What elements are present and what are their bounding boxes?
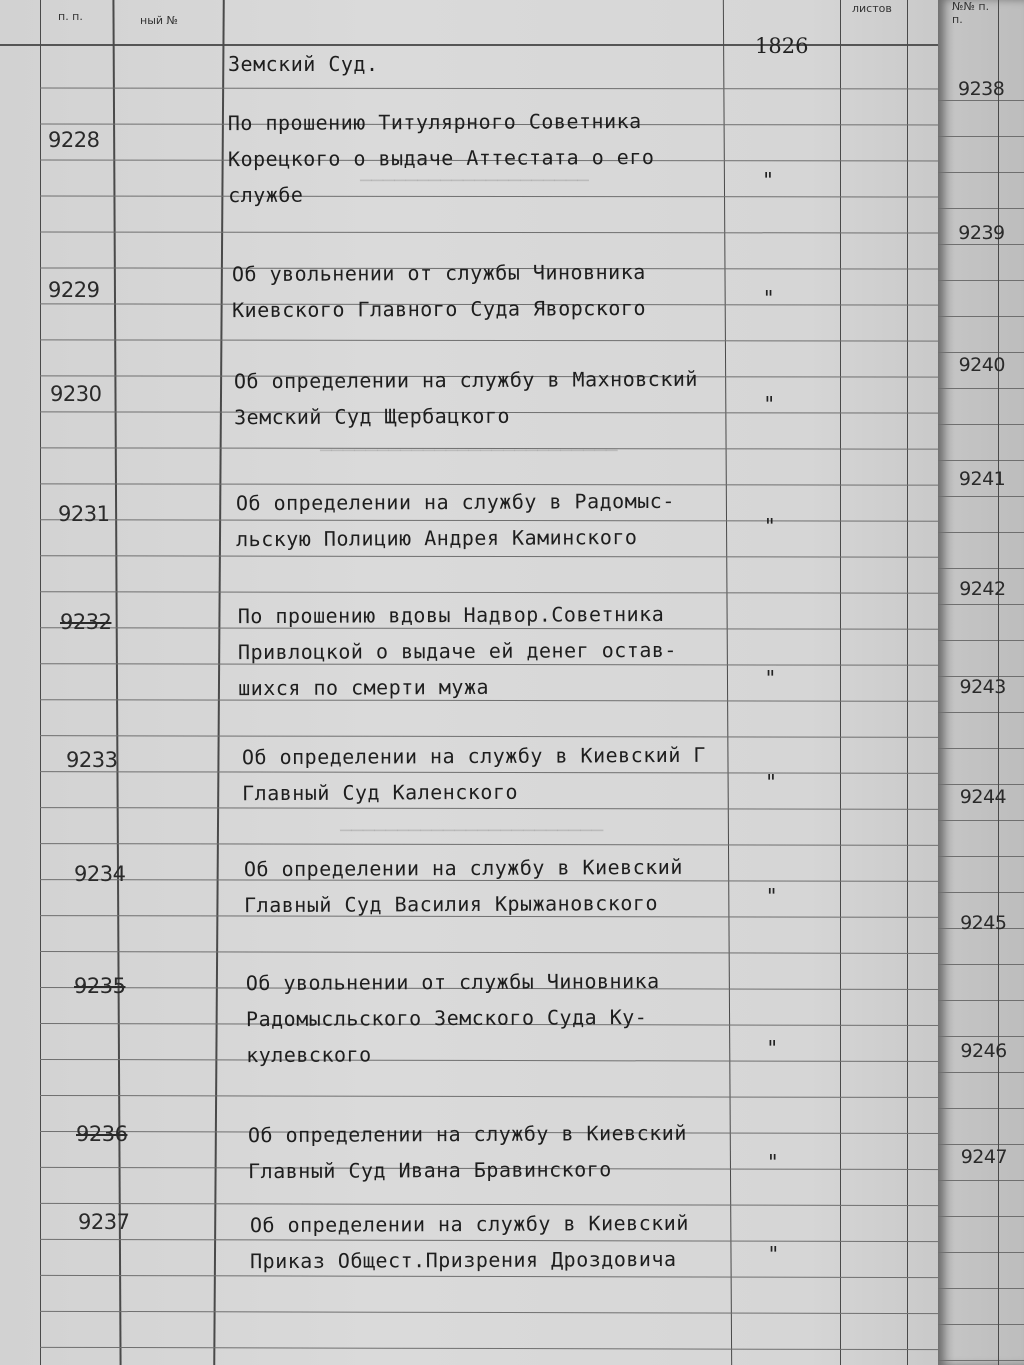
- ruled-line: [938, 604, 1024, 605]
- entry-line: льскую Полицию Андрея Каминского: [236, 525, 638, 552]
- entry-description: [244, 849, 683, 923]
- ruled-line: [40, 231, 950, 233]
- ruled-line: [938, 388, 1024, 389]
- entry-number: 9235: [74, 974, 126, 998]
- bleed-through-text: ──────────────────────────: [320, 440, 618, 462]
- entry-line: Корецкого о выдаче Аттестата о его: [227, 144, 655, 172]
- adjacent-page: [938, 0, 1024, 1365]
- ruled-line: [938, 856, 1024, 857]
- ruled-line: [938, 100, 1024, 101]
- entry-number: 9229: [48, 278, 100, 302]
- ditto-mark: ": [763, 392, 776, 416]
- ruled-line: [938, 244, 1024, 245]
- entry-line: Привлоцкой о выдаче ей денег остав-: [237, 637, 677, 665]
- ruled-line: [938, 1036, 1024, 1037]
- ruled-line: [938, 316, 1024, 317]
- entry-line: Об определении на службу в Махновский: [233, 366, 698, 394]
- ruled-line: [938, 532, 1024, 533]
- entry-line: службе: [228, 182, 304, 208]
- header-col-inv: ный №: [140, 14, 178, 27]
- right-entry-number: 9245: [960, 912, 1007, 934]
- entry-number: 9237: [78, 1210, 130, 1234]
- ditto-mark: ": [762, 168, 775, 192]
- ruled-line: [938, 1360, 1024, 1361]
- entry-line: По прошению вдовы Надвор.Советника: [237, 601, 665, 629]
- ditto-mark: ": [767, 1242, 780, 1266]
- bleed-through-text: ───────────────────────: [340, 820, 604, 842]
- entry-number: 9232: [60, 610, 112, 634]
- right-page-header: №№ п. п.: [952, 0, 990, 26]
- entry-line: Приказ Общест.Призрения Дроздовича: [250, 1246, 677, 1274]
- entry-line: шихся по смерти мужа: [238, 674, 490, 701]
- entry-line: Земский Суд Щербацкого: [234, 403, 511, 430]
- ruled-line: [40, 1095, 950, 1098]
- entry-description: [236, 483, 675, 557]
- entry-number: 9228: [48, 128, 100, 152]
- entry-line: Главный Суд Василия Крыжановского: [244, 890, 659, 918]
- ruled-line: [40, 1347, 950, 1350]
- ruled-line: [938, 712, 1024, 713]
- right-entry-number: 9239: [958, 222, 1005, 244]
- ruled-line: [938, 136, 1024, 137]
- entry-description: [242, 737, 706, 811]
- entry-number: 9234: [74, 862, 126, 886]
- ruled-line: [938, 1108, 1024, 1109]
- ruled-line: [40, 951, 950, 954]
- section-title: Земский Суд.: [228, 52, 379, 76]
- ruled-line: [938, 748, 1024, 749]
- ruled-line: [938, 1252, 1024, 1253]
- ruled-line: [40, 591, 950, 593]
- ruled-line: [938, 640, 1024, 641]
- column-rule: [112, 0, 121, 1365]
- right-entry-number: 9247: [960, 1146, 1008, 1168]
- right-entry-number: 9241: [958, 468, 1006, 490]
- bleed-through-text: ────────────────────: [360, 170, 589, 192]
- entry-line: Об определении на службу в Радомыс-: [235, 488, 675, 516]
- ruled-line: [938, 172, 1024, 173]
- ruled-line: [938, 1072, 1024, 1073]
- ruled-line: [938, 208, 1024, 209]
- ruled-line: [938, 352, 1024, 353]
- right-entry-number: 9242: [959, 578, 1006, 600]
- entry-description: [238, 596, 677, 706]
- ruled-line: [938, 568, 1024, 569]
- ditto-mark: ": [764, 666, 777, 690]
- right-entry-number: 9240: [958, 354, 1005, 376]
- ruled-line: [40, 88, 950, 90]
- entry-line: Об определении на службу в Киевский: [247, 1120, 687, 1148]
- entry-line: Главный Суд Ивана Бравинского: [248, 1157, 612, 1184]
- ruled-line: [938, 1180, 1024, 1181]
- ruled-line: [40, 843, 950, 846]
- entry-description: [250, 1205, 689, 1279]
- right-entry-number: 9243: [959, 676, 1006, 698]
- ruled-line: [938, 424, 1024, 425]
- column-rule: [907, 0, 908, 1365]
- ruled-line: [938, 1216, 1024, 1217]
- entry-number: 9236: [76, 1122, 128, 1146]
- ditto-mark: ": [766, 1036, 779, 1060]
- column-rule: [213, 0, 225, 1365]
- ruled-line: [40, 339, 950, 341]
- ruled-line: [938, 1000, 1024, 1001]
- entry-description: [246, 963, 660, 1073]
- ruled-line: [938, 1324, 1024, 1325]
- entry-description: [232, 254, 646, 328]
- entry-line: Об определении на службу в Киевский Г: [241, 742, 706, 770]
- entry-line: Об определении на службу в Киевский: [243, 854, 683, 882]
- ruled-line: [938, 280, 1024, 281]
- right-entry-number: 9244: [959, 786, 1007, 808]
- entry-line: Главный Суд Каленского: [242, 779, 519, 806]
- entry-line: Об увольнении от службы Чиновника: [231, 259, 646, 287]
- ditto-mark: ": [765, 884, 778, 908]
- entry-number: 9231: [58, 502, 110, 526]
- column-rule: [723, 0, 732, 1365]
- entry-line: По прошению Титулярного Советника: [227, 108, 642, 136]
- entry-line: кулевского: [246, 1042, 372, 1068]
- ditto-mark: ": [762, 286, 775, 310]
- ruled-line: [938, 784, 1024, 785]
- ruled-line: [40, 1311, 950, 1314]
- ditto-mark: ": [763, 514, 776, 538]
- entry-description: [234, 361, 698, 435]
- header-col-sheets: листов: [852, 2, 892, 15]
- ditto-mark: ": [765, 770, 778, 794]
- year: 1826: [755, 34, 809, 58]
- header-col-num: п. п.: [58, 10, 83, 23]
- entry-line: Радомысльского Земского Суда Ку-: [245, 1004, 648, 1032]
- entry-description: [228, 103, 655, 213]
- entry-number: 9230: [50, 382, 102, 406]
- right-entry-number: 9238: [958, 78, 1005, 100]
- ruled-line: [938, 460, 1024, 461]
- ruled-line: [938, 964, 1024, 965]
- entry-description: [248, 1115, 687, 1189]
- entry-number: 9233: [66, 748, 118, 772]
- ruled-line: [938, 1144, 1024, 1145]
- entry-line: Киевского Главного Суда Яворского: [232, 295, 647, 323]
- right-entry-number: 9246: [960, 1040, 1007, 1062]
- ruled-line: [938, 892, 1024, 893]
- ditto-mark: ": [766, 1150, 779, 1174]
- column-rule: [840, 0, 841, 1365]
- entry-line: Об определении на службу в Киевский: [249, 1210, 689, 1238]
- ruled-line: [938, 820, 1024, 821]
- column-rule: [40, 0, 41, 1365]
- entry-line: Об увольнении от службы Чиновника: [245, 968, 660, 996]
- ruled-line: [938, 496, 1024, 497]
- ruled-line: [938, 1288, 1024, 1289]
